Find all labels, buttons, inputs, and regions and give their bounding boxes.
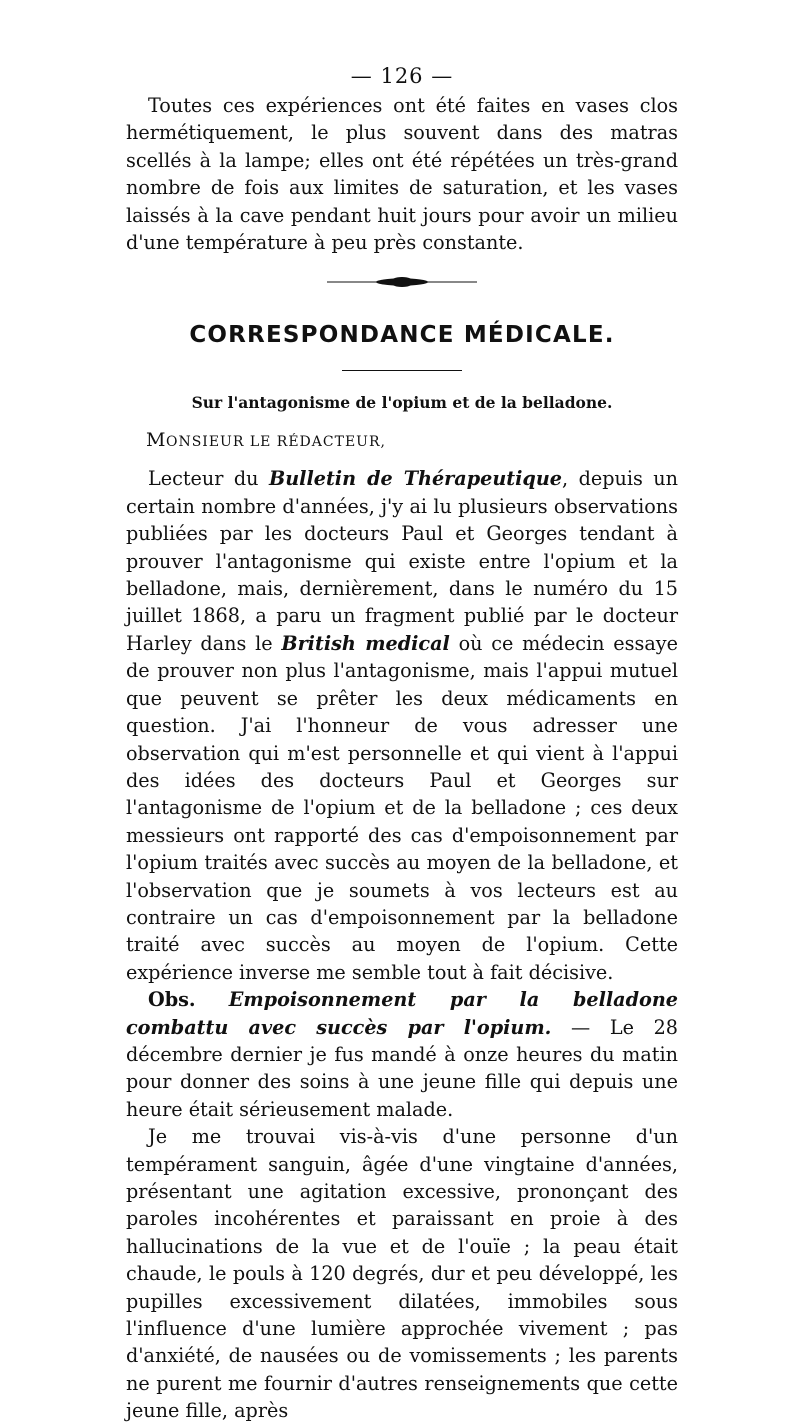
letter-text: Lecteur du <box>148 467 269 491</box>
article-subtitle: Sur l'antagonisme de l'opium et de la belladone. <box>191 393 613 413</box>
letter-body <box>126 465 678 1424</box>
letter-text: , depuis un certain nombre d'années, j'y ai lu plusieurs observations publiées par les docteurs Paul et Georges tendant à prouver l'antagonisme qui existe entre l'opium et la belladone, mais, dernièrement, dans le numéro du 15 juillet 1868, a paru un fragment publié par le docteur Harley dans le <box>126 467 678 655</box>
observation-title: Empoisonnement par la belladone combattu avec succès par l'opium. <box>126 988 678 1039</box>
title-rule <box>342 370 462 371</box>
salutation <box>146 427 678 455</box>
journal-title: Bulletin de Thérapeutique <box>268 467 563 491</box>
observation-label: Obs. <box>148 988 196 1012</box>
book-page <box>126 62 678 1425</box>
letter-text: où ce médecin essaye de prouver non plus l'antagonisme, mais l'appui mutuel que peuvent se prêter les deux médicaments en question. J'ai l'honneur de vous adresser une observation qui m'est personnelle et qui vient à l'appui des idées des docteurs Paul et Georges sur l'antagonisme de l'opium et de la belladone ; ces deux messieurs ont rapporté des cas d'empoisonnement par l'opium traités avec succès au moyen de la belladone, et l'observation que je soumets à vos lecteurs est au contraire un cas d'empoisonnement par la belladone traité avec succès au moyen de l'opium. Cette expérience inverse me semble tout à fait décisive. <box>126 631 678 984</box>
observation-paragraph <box>126 986 678 1123</box>
journal-title: British medical <box>281 631 450 655</box>
salutation-rest: ONSIEUR LE RÉDACTEUR, <box>165 434 386 451</box>
letter-paragraph-1 <box>126 465 678 986</box>
ornamental-divider <box>126 262 678 302</box>
page-number: — 126 — <box>350 64 454 88</box>
salutation-initial: M <box>146 429 166 452</box>
ornament-rule-icon <box>327 276 477 288</box>
letter-paragraph-3: Je me trouvai vis-à-vis d'une personne d'un tempérament sanguin, âgée d'une vingtaine d'années, présentant une agitation excessive, prononçant des paroles incohérentes et paraissant en proie à des hallucinations de la vue et de l'ouïe ; la peau était chaude, le pouls à 120 degrés, dur et peu développé, les pupilles excessivement dilatées, immobiles sous l'influence d'une lumière approchée vivement ; pas d'anxiété, de nausées ou de vomissements ; les parents ne purent me fournir d'autres renseignements que cette jeune fille, après <box>126 1125 678 1423</box>
section-title: CORRESPONDANCE MÉDICALE. <box>189 322 615 349</box>
observation-text: — Le 28 décembre dernier je fus mandé à onze heures du matin pour donner des soins à une jeune fille qui depuis une heure était sérieusement malade. <box>126 1015 679 1121</box>
opening-paragraph: Toutes ces expériences ont été faites en vases clos hermétiquement, le plus souvent dans des matras scellés à la lampe; elles ont été répétées un très-grand nombre de fois aux limites de saturation, et les vases laissés à la cave pendant huit jours pour avoir un milieu d'une température à peu près constante. <box>126 94 678 255</box>
